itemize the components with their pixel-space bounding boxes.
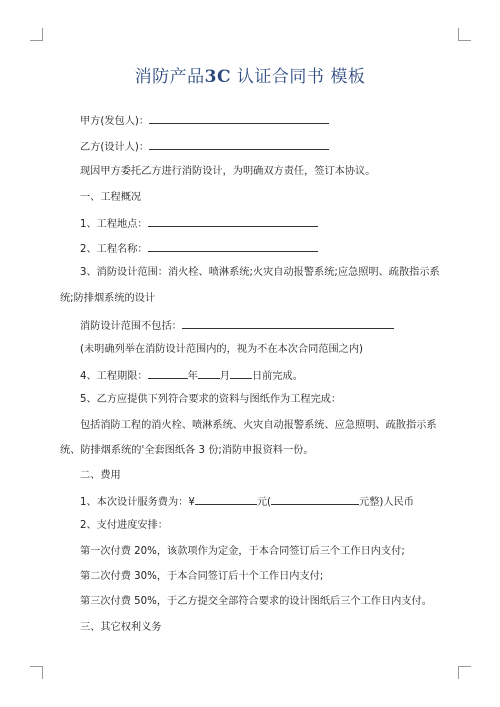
payment-schedule-title: 2、支付进度安排： bbox=[80, 520, 168, 531]
exclude-blank[interactable] bbox=[182, 318, 394, 329]
title-text-3: 认证合同书 模板 bbox=[231, 67, 366, 87]
document-title bbox=[0, 62, 500, 87]
title-text-1: 消防产品 bbox=[134, 67, 205, 87]
fee-suffix: 元整)人民币 bbox=[359, 497, 414, 508]
party-a-line bbox=[80, 113, 329, 129]
party-a-label: 甲方(发包人)： bbox=[80, 116, 150, 127]
crop-mark-top-left bbox=[30, 28, 43, 41]
party-b-label: 乙方(设计人)： bbox=[80, 142, 150, 153]
fee-amount-words-blank[interactable] bbox=[271, 494, 359, 505]
payment-1: 第一次付费 20%，该款项作为定金，于本合同签订后三个工作日内支付; bbox=[80, 546, 405, 557]
fee-label: 1、本次设计服务费为：¥ bbox=[80, 497, 195, 508]
project-location-blank[interactable] bbox=[148, 216, 318, 227]
fee-amount-blank[interactable] bbox=[195, 494, 257, 505]
fee-yuan-label: 元( bbox=[256, 497, 272, 508]
title-text-2: 3C bbox=[204, 67, 232, 87]
deadline-suffix: 日前完成。 bbox=[251, 371, 303, 382]
item-5-detail-line2: 统、防排烟系统的'全套图纸各 3 份;消防申报资料一份。 bbox=[60, 445, 314, 456]
payment-3: 第三次付费 50%，于乙方提交全部符合要求的设计图纸后三个工作日内支付。 bbox=[80, 596, 432, 607]
item-2-label: 2、工程名称： bbox=[80, 244, 148, 255]
fee-line bbox=[80, 494, 414, 510]
item-1-label: 1、工程地点： bbox=[80, 219, 148, 230]
section-3-heading: 三、其它权利义务 bbox=[80, 622, 162, 633]
party-a-blank[interactable] bbox=[149, 113, 329, 124]
payment-2: 第二次付费 30%，于本合同签订后十个工作日内支付; bbox=[80, 571, 324, 582]
item-4-label: 4、工程期限： bbox=[80, 371, 148, 382]
section-1-heading: 一、工程概况 bbox=[80, 192, 142, 203]
project-name-blank[interactable] bbox=[148, 241, 318, 252]
year-blank[interactable] bbox=[148, 368, 188, 379]
exclude-note: (未明确列举在消防设计范围内的，视为不在本次合同范围之内) bbox=[80, 344, 364, 355]
month-blank[interactable] bbox=[198, 368, 220, 379]
item-2-line bbox=[80, 241, 318, 257]
item-3-text-line2: 统;防排烟系统的设计 bbox=[60, 293, 156, 304]
year-label: 年 bbox=[187, 371, 198, 382]
crop-mark-bottom-right bbox=[458, 666, 471, 679]
intro-paragraph: 现因甲方委托乙方进行消防设计，为明确双方责任，签订本协议。 bbox=[80, 166, 376, 177]
exclude-line bbox=[80, 318, 394, 334]
day-blank[interactable] bbox=[230, 368, 252, 379]
party-b-line bbox=[80, 139, 329, 155]
section-2-heading: 二、费用 bbox=[80, 470, 121, 481]
crop-mark-top-right bbox=[458, 28, 471, 41]
crop-mark-bottom-left bbox=[30, 666, 43, 679]
item-4-line bbox=[80, 368, 303, 384]
month-label: 月 bbox=[219, 371, 230, 382]
exclude-label: 消防设计范围不包括： bbox=[80, 321, 182, 332]
item-5-detail-line1: 包括消防工程的消火栓、喷淋系统、火灾自动报警系统、应急照明、疏散指示系 bbox=[80, 420, 437, 431]
item-5-text: 5、乙方应提供下列符合要求的资料与图纸作为工程完成： bbox=[80, 394, 342, 405]
item-3-text-line1: 3、消防设计范围：消火栓、喷淋系统;火灾自动报警系统;应急照明、疏散指示系 bbox=[80, 267, 440, 278]
party-b-blank[interactable] bbox=[149, 139, 329, 150]
item-1-line bbox=[80, 216, 318, 232]
